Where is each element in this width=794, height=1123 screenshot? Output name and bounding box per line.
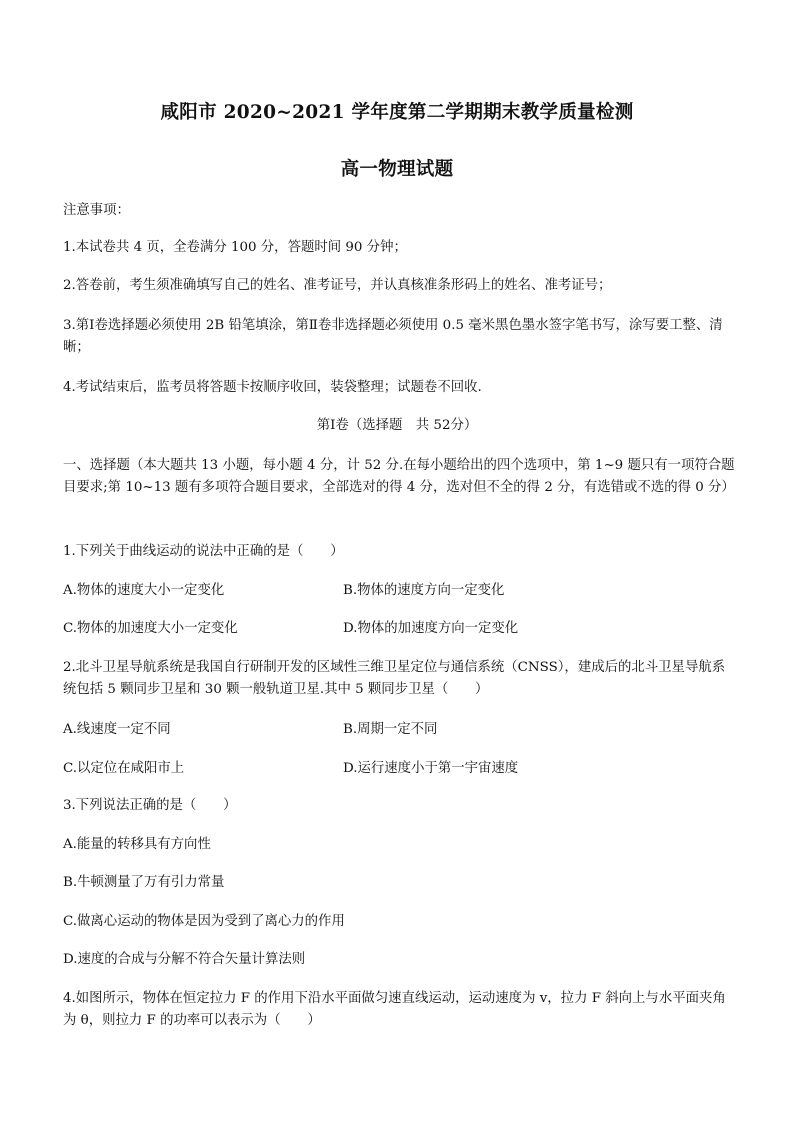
question-option: C.以定位在咸阳市上: [63, 761, 185, 776]
question-option: A.线速度一定不同: [63, 722, 171, 737]
question-stem: 1.下列关于曲线运动的说法中正确的是（ ）: [63, 544, 344, 559]
section-title: 第Ⅰ卷（选择题 共 52分）: [316, 418, 478, 433]
question-option: B.牛顿测量了万有引力常量: [63, 875, 225, 890]
note-item: 2.答卷前，考生须准确填写自己的姓名、准考证号，并认真核准条形码上的姓名、准考证号；: [63, 278, 612, 293]
note-item: 4.考试结束后，监考员将答题卡按顺序收回，装袋整理；试题卷不回收.: [63, 380, 482, 395]
question-option: B.周期一定不同: [343, 722, 438, 737]
note-item: 1.本试卷共 4 页，全卷满分 100 分，答题时间 90 分钟；: [63, 240, 407, 255]
question-option: C.做离心运动的物体是因为受到了离心力的作用: [63, 914, 345, 929]
question-option: C.物体的加速度大小一定变化: [63, 621, 238, 636]
question-stem: 4.如图所示，物体在恒定拉力 F 的作用下沿水平面做匀速直线运动，运动速度为 v，拉力 F 斜向上与水平面夹角为 θ，则拉力 F 的功率可以表示为（ ）: [63, 991, 726, 1028]
notes-heading: 注意事项：: [63, 203, 130, 218]
exam-title: 咸阳市 2020~2021 学年度第二学期期末教学质量检测: [160, 102, 634, 123]
question-option: A.能量的转移具有方向性: [63, 837, 211, 852]
question-option: D.运行速度小于第一宇宙速度: [343, 761, 519, 776]
section-instructions: 一、选择题（本大题共 13 小题，每小题 4 分，计 52 分.在每小题给出的四个选项中，第 1~9 题只有一项符合题目要求;第 10~13 题有多项符合题目要求，全部选对的得 4 分，选对但不全的得 2 分，有选错或不选的得 0 分）: [63, 458, 735, 495]
note-item: 3.第Ⅰ卷选择题必须使用 2B 铅笔填涂，第Ⅱ卷非选择题必须使用 0.5 毫米黑色墨水签字笔书写，涂写要工整、清晰；: [63, 318, 723, 355]
question-option: D.速度的合成与分解不符合矢量计算法则: [63, 952, 306, 967]
question-stem: 2.北斗卫星导航系统是我国自行研制开发的区域性三维卫星定位与通信系统（CNSS），建成后的北斗卫星导航系统包括 5 颗同步卫星和 30 颗一般轨道卫星.其中 5 颗同步卫星（ ）: [63, 660, 726, 697]
exam-subtitle: 高一物理试题: [340, 159, 454, 180]
question-option: D.物体的加速度方向一定变化: [343, 621, 519, 636]
question-option: B.物体的速度方向一定变化: [343, 583, 505, 598]
question-stem: 3.下列说法正确的是（ ）: [63, 798, 237, 813]
question-option: A.物体的速度大小一定变化: [63, 583, 225, 598]
